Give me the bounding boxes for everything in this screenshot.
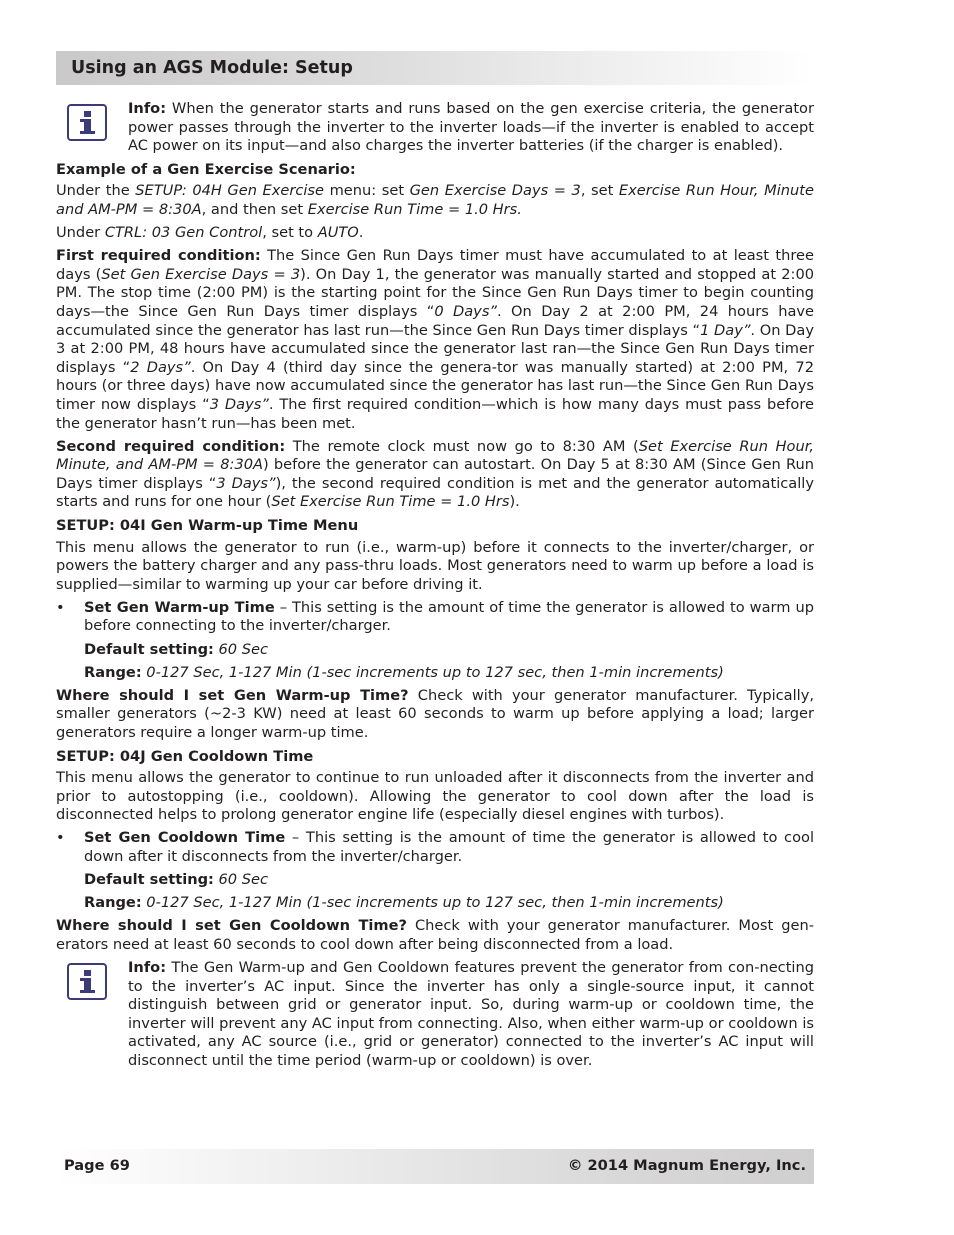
page-content xyxy=(56,100,814,1076)
example-paragraph-1: Under the SETUP: 04H Gen Exercise menu: set Gen Exercise Days = 3, set Exercise Run Hour, Minute and AM-PM = 8:30A, and then set Exercise Run Time = 1.0 Hrs. xyxy=(56,182,814,218)
cooldown-default: Default setting: 60 Sec xyxy=(84,871,268,889)
cooldown-setting-item: • Set Gen Cooldown Time – This setting is the amount of time the generator is allowed to cool down after it disconnects from the inverter/charger. xyxy=(56,829,814,865)
warmup-setting-item: • Set Gen Warm-up Time – This setting is the amount of time the generator is allowed to warm up before connecting to the inverter/charger. xyxy=(56,598,814,635)
info-label: Info: xyxy=(128,100,167,117)
info-label: Info: xyxy=(128,958,167,976)
page-header-bar xyxy=(56,51,814,85)
first-condition-paragraph: First required condition: The Since Gen Run Days timer must have accumulated to at least three days (Set Gen Exercise Days = 3). On Day 1, the generator was manually started and stopped at 2:00 PM. The stop time (2:00 PM) is the starting point for the Since Gen Run Days timer to begin counting days—the Since Gen Run Days timer displays “0 Days”. On Day 2 at 2:00 PM, 24 hours have accumulated since the generator has last run—the Since Gen Run Days timer displays “1 Day”. On Day 3 at 2:00 PM, 48 hours have accumulated since the generator last ran—the Since Gen Run Days timer displays “2 Days”. On Day 4 (third day since the genera-tor was manually started) at 2:00 PM, 72 hours (or three days) have now accumulated since the generator has last run—the Since Gen Run Days timer now displays “3 Days”. The first required condition—which is how many days must pass before the generator hasn’t run—has been met. xyxy=(56,247,815,432)
bullet-icon: • xyxy=(56,829,65,847)
warmup-intro: This menu allows the generator to run (i.e., warm-up) before it connects to the inverter/charger, or powers the battery charger and any pass-thru loads. Most generators need to warm up before a load is supplied—similar to warming up your car before driving it. xyxy=(56,538,814,593)
example-paragraph-2: Under CTRL: 03 Gen Control, set to AUTO. xyxy=(56,224,364,242)
info-text: The Gen Warm-up and Gen Cooldown features prevent the generator from con-necting to the inverter’s AC input. Since the inverter has only a single-source input, it cannot distinguish between grid or generator input. So, during warm-up or cooldown time, the inverter will prevent any AC input from connecting. Also, when either warm-up or cooldown is activated, any AC source (i.e., grid or generator) connected to the inverter’s AC input will disconnect until the time period (warm-up or cooldown) is over. xyxy=(128,958,814,1069)
warmup-where-paragraph: Where should I set Gen Warm-up Time? Check with your generator manufacturer. Typically, smaller generators (~2-3 KW) need at least 60 seconds to warm up before applying a load; larger generators require a longer warm-up time. xyxy=(56,686,814,741)
info-note-1 xyxy=(56,100,814,156)
second-condition-paragraph: Second required condition: The remote clock must now go to 8:30 AM (Set Exercise Run Hour, Minute, and AM-PM = 8:30A) before the generator can autostart. On Day 5 at 8:30 AM (Since Gen Run Days timer displays “3 Days”), the second required condition is met and the generator automatically starts and runs for one hour (Set Exercise Run Time = 1.0 Hrs). xyxy=(56,437,814,511)
example-heading: Example of a Gen Exercise Scenario: xyxy=(56,160,356,178)
cooldown-range: Range: 0-127 Sec, 1-127 Min (1-sec increments up to 127 sec, then 1-min increments) xyxy=(84,894,724,912)
page-footer-bar xyxy=(56,1149,814,1184)
page-number: Page 69 xyxy=(64,1157,130,1174)
cooldown-heading: SETUP: 04J Gen Cooldown Time xyxy=(56,747,314,765)
warmup-default: Default setting: 60 Sec xyxy=(84,640,268,658)
cooldown-intro: This menu allows the generator to continue to run unloaded after it disconnects from the inverter and prior to autostopping (i.e., cooldown). Allowing the generator to cool down after the load is disconnected helps to prolong generator engine life (especially diesel engines with turbos). xyxy=(56,769,814,824)
info-note-2 xyxy=(56,959,814,1071)
warmup-range: Range: 0-127 Sec, 1-127 Min (1-sec increments up to 127 sec, then 1-min increments) xyxy=(84,663,724,681)
copyright: © 2014 Magnum Energy, Inc. xyxy=(567,1157,806,1174)
info-text: When the generator starts and runs based on the gen exercise criteria, the generator power passes through the inverter to the inverter loads—if the inverter is enabled to accept AC power on its input—and also charges the inverter batteries (if the charger is enabled). xyxy=(128,100,814,155)
warmup-heading: SETUP: 04I Gen Warm-up Time Menu xyxy=(56,516,359,534)
info-icon xyxy=(67,963,107,1000)
page-title: Using an AGS Module: Setup xyxy=(71,58,353,78)
info-icon xyxy=(67,104,107,141)
bullet-icon: • xyxy=(56,598,65,616)
cooldown-where-paragraph: Where should I set Gen Cooldown Time? Check with your generator manufacturer. Most gen-erators need at least 60 seconds to cool down after being disconnected from a load. xyxy=(56,917,814,953)
